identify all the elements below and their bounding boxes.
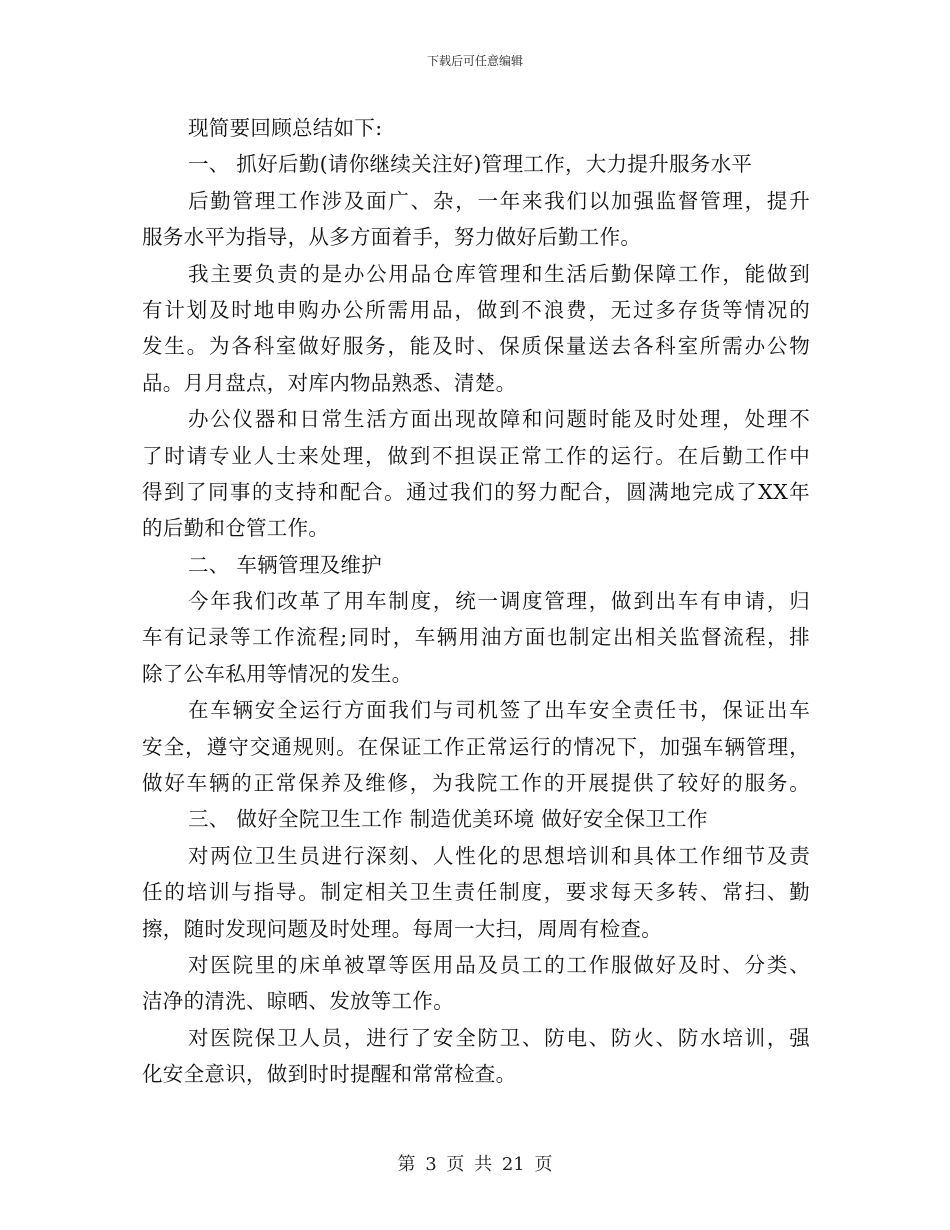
text-line: 安全，遵守交通规则。在保证工作正常运行的情况下，加强车辆管理， bbox=[142, 734, 810, 759]
text-line: 在车辆安全运行方面我们与司机签了出车安全责任书，保证出车 bbox=[188, 698, 810, 723]
text-line: 品。月月盘点，对库内物品熟悉、清楚。 bbox=[142, 370, 517, 395]
text-line: 除了公车私用等情况的发生。 bbox=[142, 661, 413, 686]
text-line: 擦，随时发现问题及时处理。每周一大扫，周周有检查。 bbox=[142, 916, 662, 941]
text-line: 三、 做好全院卫生工作 制造优美环境 做好安全保卫工作 bbox=[188, 807, 708, 832]
text-line: 车有记录等工作流程;同时，车辆用油方面也制定出相关监督流程，排 bbox=[142, 625, 810, 650]
page-header: 下载后可任意编辑 bbox=[426, 54, 523, 68]
text-line: 今年我们改革了用车制度，统一调度管理，做到出车有申请，归 bbox=[188, 589, 810, 614]
text-line: 办公仪器和日常生活方面出现故障和问题时能及时处理，处理不 bbox=[188, 407, 810, 432]
text-line: 服务水平为指导，从多方面着手，努力做好后勤工作。 bbox=[142, 225, 642, 250]
page-number: 第 3 页 共 21 页 bbox=[397, 1154, 553, 1175]
text-line: 的后勤和仓管工作。 bbox=[142, 516, 330, 541]
text-line: 任的培训与指导。制定相关卫生责任制度，要求每天多转、常扫、勤 bbox=[142, 880, 810, 905]
text-line: 后勤管理工作涉及面广、杂，一年来我们以加强监督管理，提升 bbox=[188, 188, 810, 213]
text-line: 洁净的清洗、晾晒、发放等工作。 bbox=[142, 989, 454, 1014]
text-line: 了时请专业人士来处理，做到不担误正常工作的运行。在后勤工作中 bbox=[142, 443, 810, 468]
text-line: 对医院里的床单被罩等医用品及员工的工作服做好及时、分类、 bbox=[188, 952, 810, 977]
document-body bbox=[142, 110, 810, 1093]
text-line: 现简要回顾总结如下: bbox=[188, 116, 383, 140]
text-line: 一、 抓好后勤(请你继续关注好)管理工作，大力提升服务水平 bbox=[188, 152, 753, 177]
text-line: 对医院保卫人员，进行了安全防卫、防电、防火、防水培训，强 bbox=[188, 1025, 810, 1050]
text-line: 做好车辆的正常保养及维修，为我院工作的开展提供了较好的服务。 bbox=[142, 771, 810, 796]
text-line: 我主要负责的是办公用品仓库管理和生活后勤保障工作，能做到 bbox=[188, 261, 810, 286]
text-line: 有计划及时地申购办公所需用品，做到不浪费，无过多存货等情况的 bbox=[142, 297, 810, 322]
text-line: 对两位卫生员进行深刻、人性化的思想培训和具体工作细节及责 bbox=[188, 843, 810, 868]
text-line: 发生。为各科室做好服务，能及时、保质保量送去各科室所需办公物 bbox=[142, 334, 810, 359]
text-line: 得到了同事的支持和配合。通过我们的努力配合，圆满地完成了XX年 bbox=[142, 479, 810, 504]
text-line: 二、 车辆管理及维护 bbox=[188, 552, 383, 577]
text-line: 化安全意识，做到时时提醒和常常检查。 bbox=[142, 1062, 517, 1087]
